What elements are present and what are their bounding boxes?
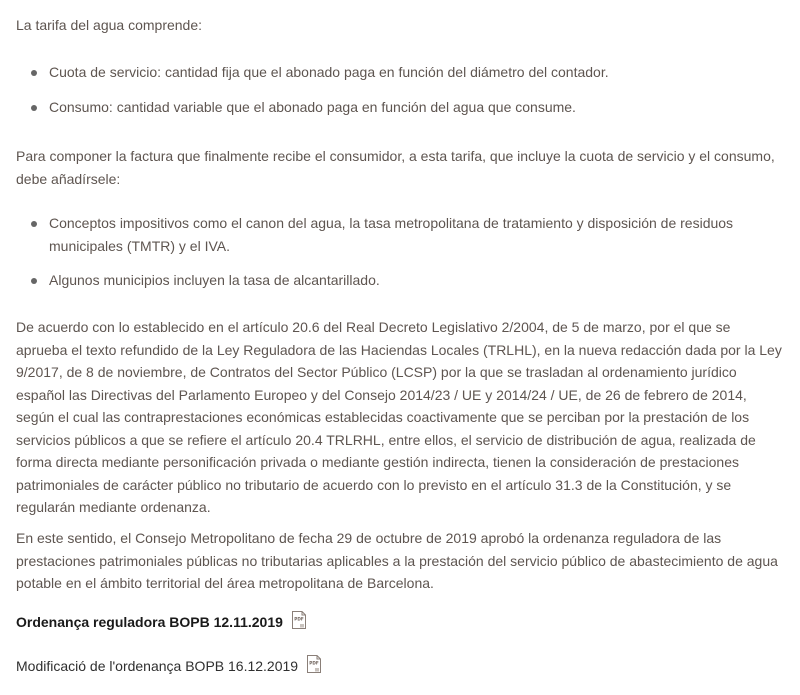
bullet-icon <box>31 221 37 227</box>
council-paragraph: En este sentido, el Consejo Metropolitano de fecha 29 de octubre de 2019 aprobó la ordenanza reguladora de las prestaciones patrimoniales públicas no tributarias aplicables a la prestación del servicio público de abastecimiento de agua potable en el ámbito territorial del área metropolitana de Barcelona. <box>16 530 778 591</box>
list-item <box>16 96 782 119</box>
ordinance-document-link[interactable] <box>16 611 306 634</box>
document-link-label: Modificació de l'ordenança BOPB 16.12.2019 <box>16 658 299 674</box>
list-item <box>16 212 782 257</box>
svg-text:PDF: PDF <box>294 616 304 622</box>
list-item <box>16 61 782 84</box>
list-item-text: Cuota de servicio: cantidad fija que el abonado paga en función del diámetro del contador. <box>49 64 609 80</box>
bullet-icon <box>31 278 37 284</box>
svg-text:PDF: PDF <box>309 660 319 666</box>
invoice-paragraph: Para componer la factura que finalmente recibe el consumidor, a esta tarifa, que incluye la cuota de servicio y el consumo, debe añadírsele: <box>16 148 775 187</box>
ordinance-modification-link[interactable] <box>16 655 321 678</box>
bullet-icon <box>31 105 37 111</box>
intro-text: La tarifa del agua comprende: <box>16 17 203 33</box>
pdf-icon[interactable] <box>292 611 306 629</box>
bullet-icon <box>31 70 37 76</box>
list-item-text: Consumo: cantidad variable que el abonado paga en función del agua que consume. <box>49 98 576 115</box>
list-item-text: Algunos municipios incluyen la tasa de alcantarillado. <box>49 272 380 288</box>
tariff-list <box>16 61 782 118</box>
document-link-label: Ordenança reguladora BOPB 12.11.2019 <box>16 614 283 630</box>
list-item-text: Conceptos impositivos como el canon del agua, la tasa metropolitana de tratamiento y disposición de residuos municipales (TMTR) y el IVA. <box>49 215 734 254</box>
legal-paragraph: De acuerdo con lo establecido en el artículo 20.6 del Real Decreto Legislativo 2/2004, de 5 de marzo, por el que se aprueba el texto refundido de la Ley Reguladora de las Haciendas Locales (TRLHL), en la nueva redacción dada por la Ley 9/2017, de 8 de noviembre, de Contratos del Sector Público (LCSP) por la que se trasladan al ordenamiento jurídico español las Directivas del Parlamento Europeo y del Consejo 2014/23 / UE y 2014/24 / UE, de 26 de febrero de 2014, según el cual las contraprestaciones económicas establecidas coactivamente que se perciban por la prestación de los servicios públicos a que se refiere el artículo 20.4 TRLRHL, entre ellos, el servicio de distribución de agua, realizada de forma directa mediante personificación privada o mediante gestión indirecta, tienen la consideración de prestaciones patrimoniales de carácter público no tributario de acuerdo con lo previsto en el artículo 31.3 de la Constitución, y se regularán mediante ordenanza. <box>16 319 782 515</box>
pdf-icon[interactable] <box>307 655 321 673</box>
additional-charges-list <box>16 212 782 292</box>
list-item <box>16 269 782 292</box>
